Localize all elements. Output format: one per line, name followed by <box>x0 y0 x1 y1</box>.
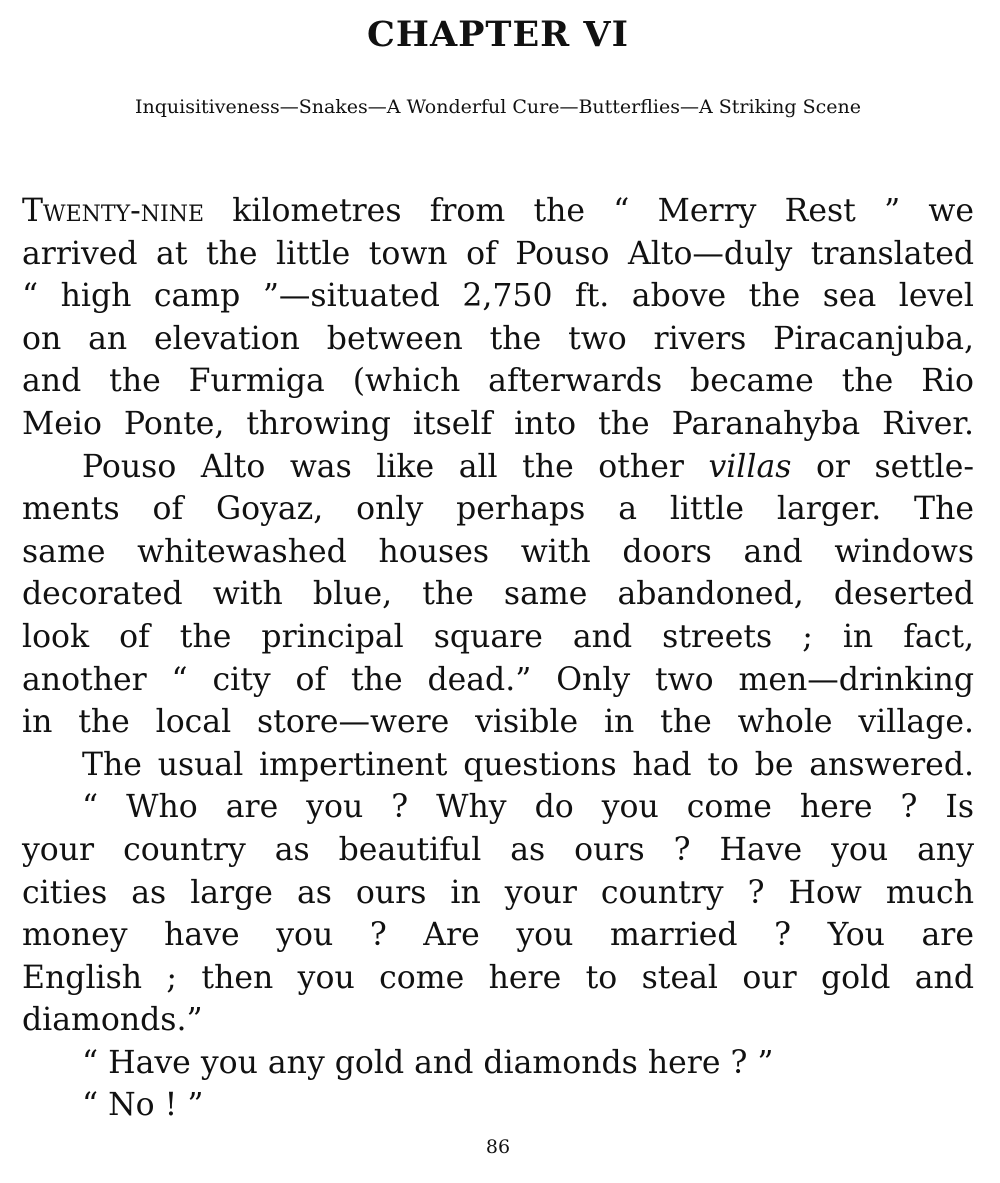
line-text: kilometres from the “ Merry Rest ” we <box>204 193 974 229</box>
text-line: your country as beautiful as ours ? Have you any <box>22 831 974 868</box>
text-line: money have you ? Are you married ? You are <box>22 917 974 954</box>
chapter-title: CHAPTER VI <box>367 14 629 55</box>
text-line: The usual impertinent questions had to be answered. <box>82 746 974 783</box>
text-line: Meio Ponte, throwing itself into the Paranahyba River. <box>22 405 974 442</box>
text-line: arrived at the little town of Pouso Alto—duly translated <box>22 235 974 272</box>
text-line: English ; then you come here to steal our gold and <box>22 959 974 996</box>
page-number: 86 <box>485 1136 511 1158</box>
line-text: or settle- <box>791 448 974 485</box>
line-text: Pouso Alto was like all the other <box>82 448 709 485</box>
opening-words: Twenty-nine <box>22 193 205 229</box>
text-line: another “ city of the dead.” Only two men—drinking <box>22 661 974 698</box>
chapter-body <box>22 190 974 1127</box>
text-line: “ high camp ”—situated 2,750 ft. above the sea level <box>22 278 974 315</box>
text-line: and the Furmiga (which afterwards became the Rio <box>22 363 974 400</box>
text-line: in the local store—were visible in the whole village. <box>22 704 974 741</box>
text-line: “ Who are you ? Why do you come here ? Is <box>82 789 974 826</box>
text-line <box>22 446 974 489</box>
text-line: ments of Goyaz, only perhaps a little larger. The <box>22 491 974 528</box>
italic-word: villas <box>708 448 792 485</box>
text-line: on an elevation between the two rivers Piracanjuba, <box>22 320 974 357</box>
book-page <box>22 0 974 1183</box>
text-line: diamonds.” <box>22 1002 203 1039</box>
chapter-summary: Inquisitiveness—Snakes—A Wonderful Cure—Butterflies—A Striking Scene <box>135 96 861 118</box>
text-line <box>22 190 974 233</box>
text-line: “ No ! ” <box>82 1087 204 1124</box>
text-line: look of the principal square and streets ; in fact, <box>22 618 974 655</box>
text-line: “ Have you any gold and diamonds here ? ” <box>82 1044 774 1081</box>
text-line: decorated with blue, the same abandoned, deserted <box>22 576 974 613</box>
text-line: same whitewashed houses with doors and windows <box>22 533 974 570</box>
text-line: cities as large as ours in your country ? How much <box>22 874 974 911</box>
